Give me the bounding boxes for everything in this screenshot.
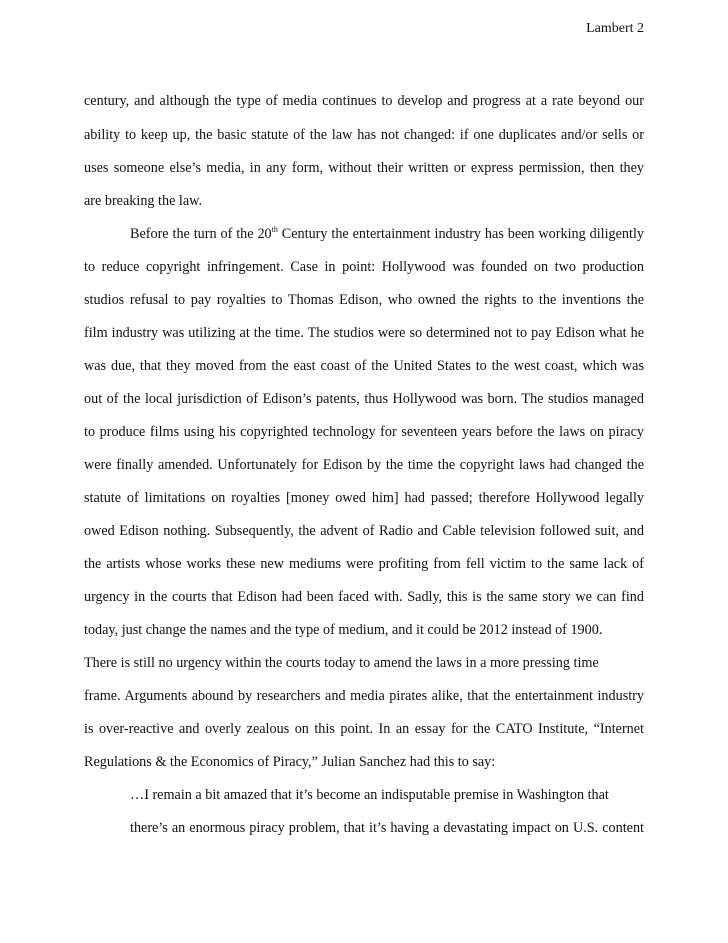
block-quote-line: there’s an enormous piracy problem, that it’s having a devastating impact on U.S. content	[130, 820, 644, 836]
body-line: today, just change the names and the type of medium, and it could be 2012 instead of 1900.	[84, 622, 603, 638]
ordinal-suffix: th	[271, 225, 278, 234]
body-line: owed Edison nothing. Subsequently, the advent of Radio and Cable television followed suit, and	[84, 523, 644, 539]
body-line: statute of limitations on royalties [money owed him] had passed; therefore Hollywood legally	[84, 490, 644, 506]
body-line: to reduce copyright infringement. Case in point: Hollywood was founded on two production	[84, 259, 644, 275]
body-line: are breaking the law.	[84, 193, 203, 209]
body-line: urgency in the courts that Edison had been faced with. Sadly, this is the same story we can find	[84, 589, 644, 605]
body-line: to produce films using his copyrighted technology for seventeen years before the laws on piracy	[84, 424, 644, 440]
running-head: Lambert 2	[586, 21, 644, 36]
body-line: ability to keep up, the basic statute of the law has not changed: if one duplicates and/or sells or	[84, 127, 644, 143]
body-line: uses someone else’s media, in any form, without their written or express permission, then they	[84, 160, 644, 176]
paragraph-first-line	[130, 225, 644, 243]
body-line: century, and although the type of media continues to develop and progress at a rate beyond our	[84, 93, 644, 109]
body-line: Regulations & the Economics of Piracy,” Julian Sanchez had this to say:	[84, 754, 496, 770]
body-line: is over-reactive and overly zealous on this point. In an essay for the CATO Institute, “Internet	[84, 721, 644, 737]
body-line: were finally amended. Unfortunately for Edison by the time the copyright laws had changed the	[84, 457, 644, 473]
body-line: was due, that they moved from the east coast of the United States to the west coast, which was	[84, 358, 644, 374]
body-line: the artists whose works these new mediums were profiting from fell victim to the same lack of	[84, 556, 644, 572]
body-line: film industry was utilizing at the time. The studios were so determined not to pay Edison what he	[84, 325, 644, 341]
block-quote-line: …I remain a bit amazed that it’s become an indisputable premise in Washington that	[130, 787, 609, 803]
body-line: out of the local jurisdiction of Edison’s patents, thus Hollywood was born. The studios managed	[84, 391, 644, 407]
body-line: studios refusal to pay royalties to Thomas Edison, who owned the rights to the inventions the	[84, 292, 644, 308]
body-line: There is still no urgency within the courts today to amend the laws in a more pressing time	[84, 655, 599, 671]
first-line-end: Century the entertainment industry has been working diligently	[277, 226, 644, 242]
first-line-start: Before the turn of the 20	[130, 226, 272, 242]
body-line: frame. Arguments abound by researchers and media pirates alike, that the entertainment industry	[84, 688, 644, 704]
